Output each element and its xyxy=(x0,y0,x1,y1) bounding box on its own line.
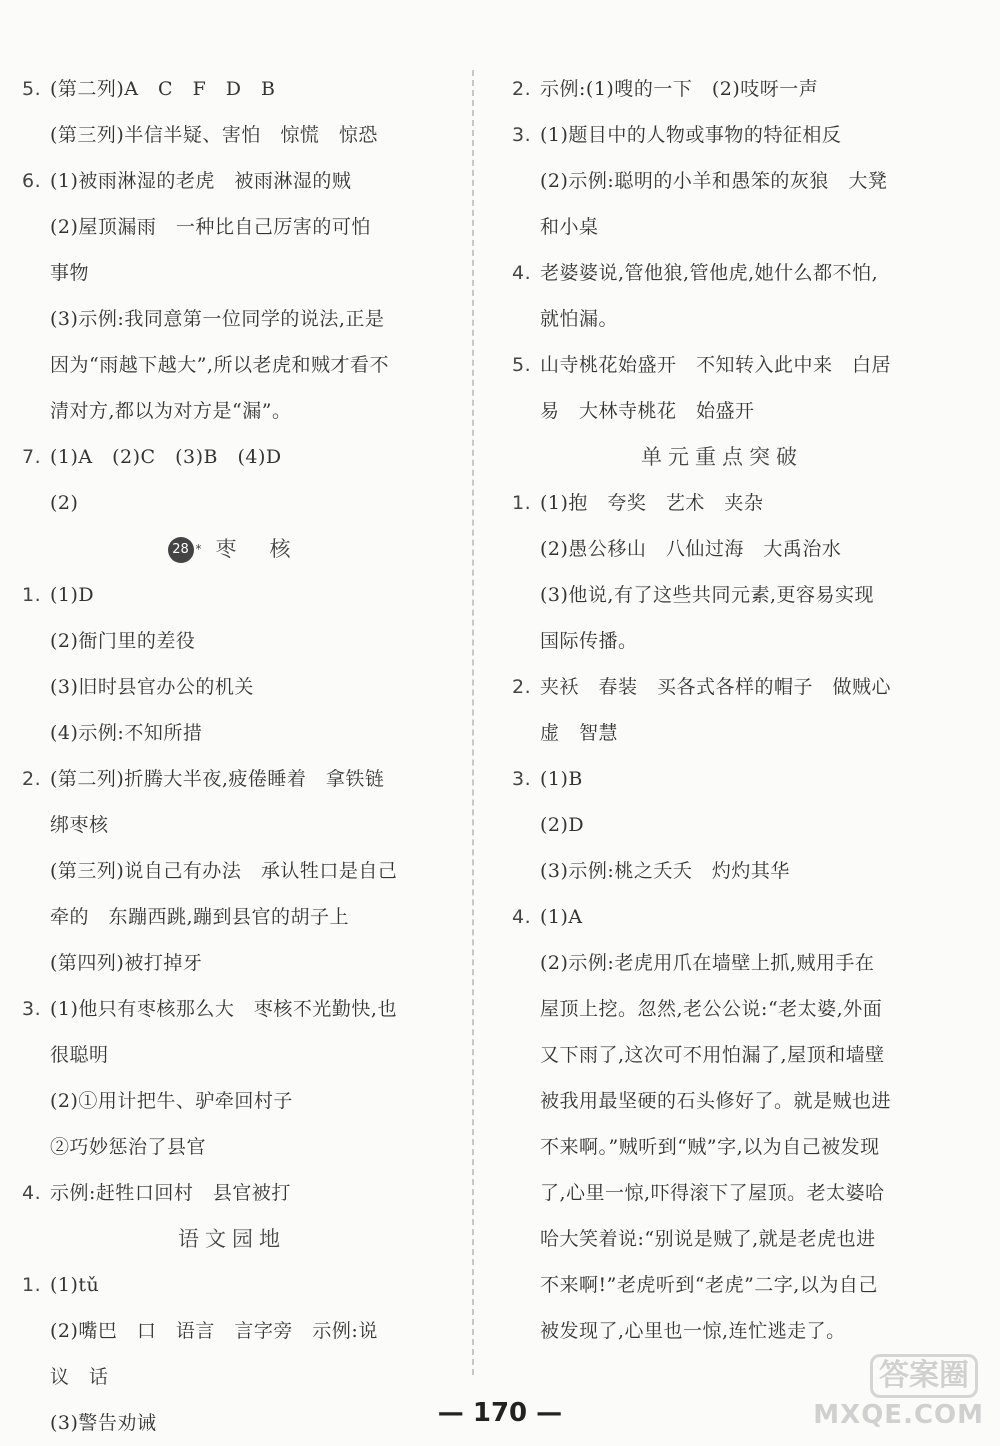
answer-line: 清对方,都以为对方是“漏”。 xyxy=(50,400,292,422)
answer-line: 被我用最坚硬的石头修好了。就是贼也进 xyxy=(540,1090,892,1112)
answer-line: (第三列)说自己有办法 承认牲口是自己 xyxy=(50,860,398,882)
answer-line: (2)①用计把牛、驴牵回村子 xyxy=(50,1090,293,1112)
answer-line: 7. (1)A (2)C (3)B (4)D xyxy=(22,446,282,468)
answer-line: 虚 智慧 xyxy=(540,722,619,744)
section-title-unit: 单元重点突破 xyxy=(641,445,803,469)
answer-line: 不来啊。”贼听到“贼”字,以为自己被发现 xyxy=(540,1136,880,1158)
answer-line: 被发现了,心里也一惊,连忙逃走了。 xyxy=(540,1320,846,1342)
column-divider xyxy=(472,70,474,1375)
answer-line: 就怕漏。 xyxy=(540,308,619,330)
left-column xyxy=(22,66,442,1446)
answer-line: 2. 夹袄 春装 买各式各样的帽子 做贼心 xyxy=(512,676,892,698)
answer-line: 议 话 xyxy=(50,1366,109,1388)
page-number: — 170 — xyxy=(437,1398,563,1428)
answer-line: 易 大林寺桃花 始盛开 xyxy=(540,400,755,422)
answer-line: (3)示例:桃之夭夭 灼灼其华 xyxy=(540,860,790,882)
answer-line: (3)旧时县官办公的机关 xyxy=(50,676,254,698)
answer-line: 1. (1)D xyxy=(22,584,95,606)
answer-line: (2)衙门里的差役 xyxy=(50,630,196,652)
lesson-number-badge: 28 xyxy=(168,537,194,563)
watermark-site: MXQE.COM xyxy=(813,1400,984,1430)
answer-line: 3. (1)他只有枣核那么大 枣核不光勤快,也 xyxy=(22,998,397,1020)
watermark-seal: 答案圈 xyxy=(870,1354,978,1398)
answer-line: 屋顶上挖。忽然,老公公说:“老太婆,外面 xyxy=(540,998,883,1020)
answer-line: (第三列)半信半疑、害怕 惊慌 惊恐 xyxy=(50,124,378,146)
answer-line: 4. 示例:赶牲口回村 县官被打 xyxy=(22,1182,291,1204)
answer-line: 不来啊!”老虎听到“老虎”二字,以为自己 xyxy=(540,1274,878,1296)
answer-line: (2)嘴巴 口 语言 言字旁 示例:说 xyxy=(50,1320,378,1342)
answer-line: (2)屋顶漏雨 一种比自己厉害的可怕 xyxy=(50,216,371,238)
answer-line: (3)警告劝诫 xyxy=(50,1412,157,1434)
right-column xyxy=(512,66,932,1354)
answer-line: 1. (1)抱 夸奖 艺术 夹杂 xyxy=(512,492,764,514)
answer-line: 3. (1)题目中的人物或事物的特征相反 xyxy=(512,124,842,146)
answer-line: 牵的 东蹦西跳,蹦到县官的胡子上 xyxy=(50,906,350,928)
answer-line: 国际传播。 xyxy=(540,630,638,652)
answer-line: (3)他说,有了这些共同元素,更容易实现 xyxy=(540,584,874,606)
answer-line: 2. (第二列)折腾大半夜,疲倦睡着 拿铁链 xyxy=(22,768,385,790)
answer-line: (2) xyxy=(50,492,79,514)
answer-line: (2)示例:聪明的小羊和愚笨的灰狼 大凳 xyxy=(540,170,888,192)
answer-line: 2. 示例:(1)嗖的一下 (2)吱呀一声 xyxy=(512,78,819,100)
answer-line: (4)示例:不知所措 xyxy=(50,722,203,744)
answer-line: 又下雨了,这次可不用怕漏了,屋顶和墙壁 xyxy=(540,1044,885,1066)
lesson-title: 28 * 枣 核 xyxy=(22,526,442,572)
answer-line: 5. (第二列)A C F D B xyxy=(22,78,276,100)
answer-line: 了,心里一惊,吓得滚下了屋顶。老太婆哈 xyxy=(540,1182,885,1204)
answer-line: ②巧妙惩治了县官 xyxy=(50,1136,207,1158)
answer-line: 绑枣核 xyxy=(50,814,109,836)
answer-line: (第四列)被打掉牙 xyxy=(50,952,203,974)
lesson-star: * xyxy=(195,542,202,556)
answer-line: 4. (1)A xyxy=(512,906,583,928)
answer-line: 4. 老婆婆说,管他狼,管他虎,她什么都不怕, xyxy=(512,262,879,284)
answer-line: (2)D xyxy=(540,814,585,836)
answer-line: 1. (1)tǔ xyxy=(22,1274,100,1296)
answer-line: 6. (1)被雨淋湿的老虎 被雨淋湿的贼 xyxy=(22,170,352,192)
answer-line: (3)示例:我同意第一位同学的说法,正是 xyxy=(50,308,385,330)
answer-line: 事物 xyxy=(50,262,90,284)
answer-line: (2)愚公移山 八仙过海 大禹治水 xyxy=(540,538,842,560)
answer-line: 3. (1)B xyxy=(512,768,583,790)
section-title-garden: 语文园地 xyxy=(178,1227,286,1251)
answer-line: 因为“雨越下越大”,所以老虎和贼才看不 xyxy=(50,354,389,376)
answer-line: 哈大笑着说:“别说是贼了,就是老虎也进 xyxy=(540,1228,876,1250)
answer-line: (2)示例:老虎用爪在墙壁上抓,贼用手在 xyxy=(540,952,875,974)
answer-line: 和小桌 xyxy=(540,216,599,238)
answer-line: 很聪明 xyxy=(50,1044,109,1066)
watermark xyxy=(794,1354,984,1434)
answer-line: 5. 山寺桃花始盛开 不知转入此中来 白居 xyxy=(512,354,892,376)
